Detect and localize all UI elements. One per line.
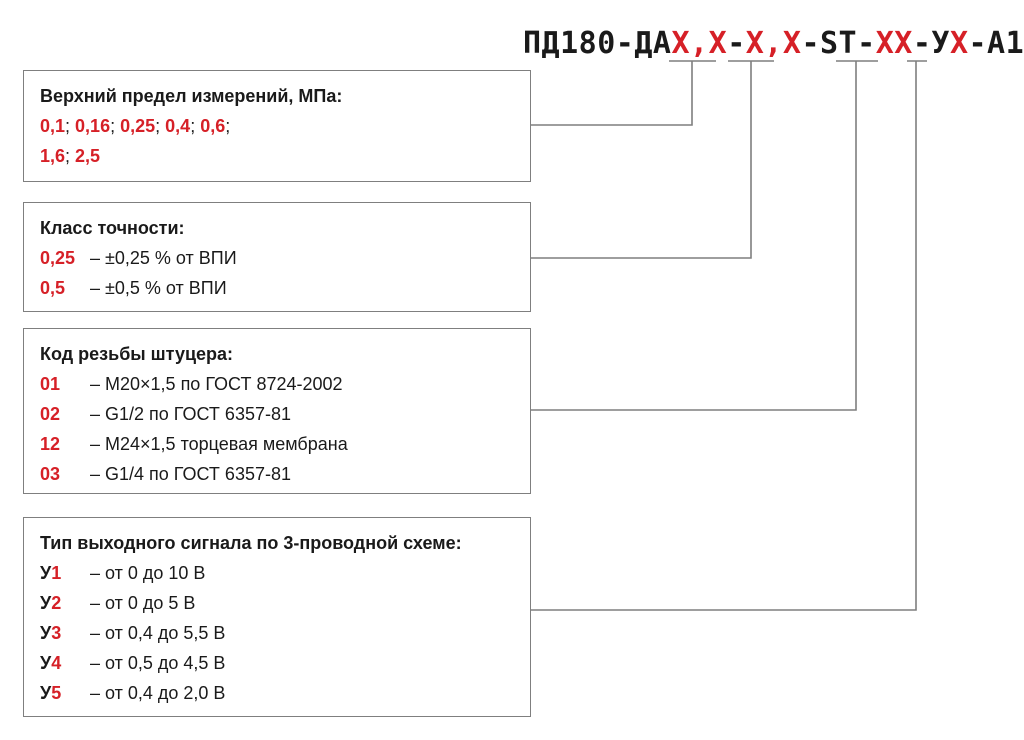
- range-value: 0,16: [75, 116, 111, 136]
- thread-title: Код резьбы штуцера:: [40, 344, 234, 364]
- signal-desc: – от 0 до 10 В: [90, 563, 206, 583]
- list-item: [40, 243, 530, 273]
- connector-accuracy: [530, 61, 751, 258]
- list-item: [40, 369, 530, 399]
- signal-desc: – от 0,5 до 4,5 В: [90, 653, 226, 673]
- signal-code: [40, 558, 90, 588]
- code-fixed-part: -ST-: [801, 26, 876, 61]
- signal-num: 2: [51, 593, 62, 613]
- list-item: [40, 459, 530, 489]
- signal-prefix: У: [40, 683, 52, 703]
- code-placeholder: X,X: [671, 26, 728, 61]
- accuracy-desc: – ±0,25 % от ВПИ: [90, 248, 237, 268]
- signal-prefix: У: [40, 593, 52, 613]
- product-code: [523, 22, 1024, 66]
- code-fixed-part: -: [727, 26, 746, 61]
- signal-title: Тип выходного сигнала по 3-проводной схеме:: [40, 533, 462, 553]
- list-item: [40, 399, 530, 429]
- accuracy-title: Класс точности:: [40, 218, 185, 238]
- signal-num: 1: [51, 563, 62, 583]
- signal-desc: – от 0,4 до 2,0 В: [90, 683, 226, 703]
- signal-num: 3: [51, 623, 62, 643]
- range-values-row-2: 1,6; 2,5: [40, 146, 101, 166]
- thread-box: [23, 328, 531, 494]
- range-value: 0,25: [120, 116, 156, 136]
- signal-num: 4: [51, 653, 62, 673]
- signal-box: [23, 517, 531, 717]
- range-value: 1,6: [40, 146, 66, 166]
- connector-range: [530, 61, 692, 125]
- list-item: [40, 588, 530, 618]
- signal-desc: – от 0,4 до 5,5 В: [90, 623, 226, 643]
- list-item: [40, 678, 530, 708]
- thread-desc: – G1/2 по ГОСТ 6357-81: [90, 404, 291, 424]
- code-placeholder: XX: [875, 26, 913, 61]
- accuracy-desc: – ±0,5 % от ВПИ: [90, 278, 227, 298]
- list-item: [40, 558, 530, 588]
- range-value: 0,6: [200, 116, 226, 136]
- thread-code: 01: [40, 374, 61, 394]
- signal-code: [40, 648, 90, 678]
- range-values-row-1: 0,1; 0,16; 0,25; 0,4; 0,6;: [40, 116, 231, 136]
- list-item: [40, 648, 530, 678]
- connector-signal: [530, 61, 916, 610]
- signal-prefix: У: [40, 563, 52, 583]
- range-value: 0,1: [40, 116, 66, 136]
- thread-desc: – М20×1,5 по ГОСТ 8724-2002: [90, 374, 343, 394]
- range-box: [23, 70, 531, 182]
- list-item: [40, 273, 530, 303]
- range-value: 2,5: [75, 146, 101, 166]
- accuracy-code: 0,5: [40, 278, 66, 298]
- connector-thread: [530, 61, 856, 410]
- range-title: Верхний предел измерений, МПа:: [40, 86, 343, 106]
- thread-desc: – М24×1,5 торцевая мембрана: [90, 434, 348, 454]
- code-placeholder: X: [949, 26, 969, 61]
- thread-code: 02: [40, 404, 61, 424]
- range-value: 0,4: [165, 116, 191, 136]
- signal-code: [40, 678, 90, 708]
- signal-code: [40, 618, 90, 648]
- signal-code: [40, 588, 90, 618]
- accuracy-code: 0,25: [40, 248, 76, 268]
- code-fixed-part: -У: [912, 26, 950, 61]
- code-placeholder: X,X: [745, 26, 802, 61]
- signal-desc: – от 0 до 5 В: [90, 593, 196, 613]
- signal-num: 5: [51, 683, 62, 703]
- thread-code: 12: [40, 434, 61, 454]
- list-item: [40, 429, 530, 459]
- list-item: [40, 618, 530, 648]
- accuracy-box: [23, 202, 531, 312]
- code-fixed-part: -А1: [968, 26, 1024, 61]
- thread-code: 03: [40, 464, 61, 484]
- code-fixed-part: ПД180-ДА: [523, 26, 672, 61]
- signal-prefix: У: [40, 623, 52, 643]
- thread-desc: – G1/4 по ГОСТ 6357-81: [90, 464, 291, 484]
- signal-prefix: У: [40, 653, 52, 673]
